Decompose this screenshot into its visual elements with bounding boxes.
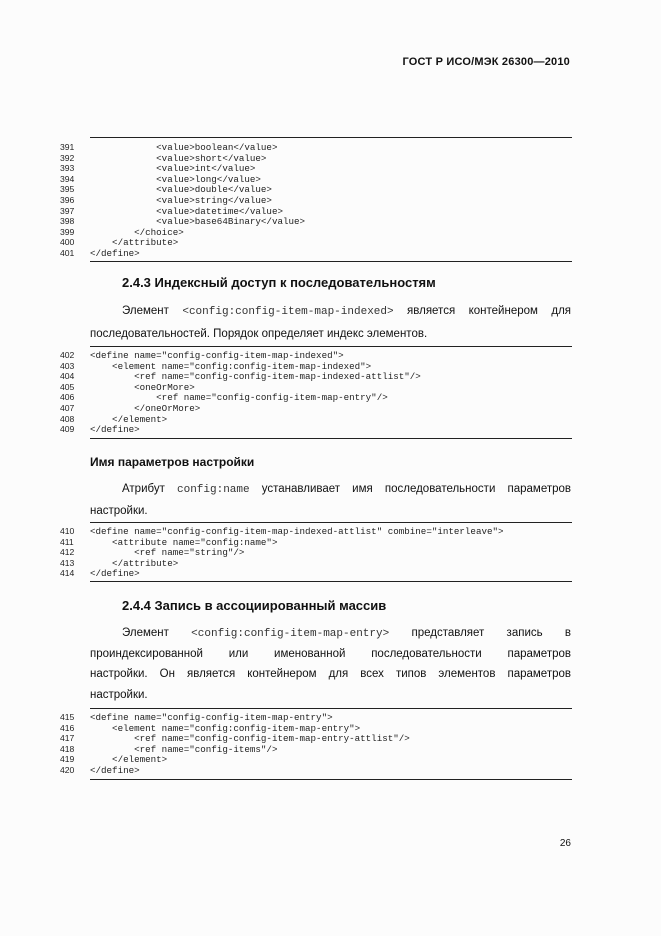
code-text: </oneOrMore> bbox=[90, 403, 201, 414]
code-block-bottom-rule bbox=[90, 438, 572, 439]
line-number: 417 bbox=[60, 733, 75, 744]
section-heading-2-4-3: 2.4.3 Индексный доступ к последовательностям bbox=[122, 275, 436, 290]
text-span: Атрибут bbox=[122, 483, 177, 495]
line-number: 397 bbox=[60, 205, 75, 216]
inline-code: <config:config-item-map-entry> bbox=[191, 628, 390, 640]
code-text: <ref name="config-items"/> bbox=[90, 743, 278, 755]
section-heading-2-4-4: 2.4.4 Запись в ассоциированный массив bbox=[122, 598, 387, 613]
line-number: 420 bbox=[60, 765, 75, 775]
code-text: </define> bbox=[90, 248, 140, 259]
code-text: <define name="config-config-item-map-indexed"> bbox=[90, 350, 344, 361]
code-text: <oneOrMore> bbox=[90, 381, 195, 393]
text-span: является контейнером для bbox=[393, 305, 572, 317]
line-number: 404 bbox=[60, 371, 75, 382]
line-number: 400 bbox=[60, 237, 75, 248]
line-number: 418 bbox=[60, 743, 75, 754]
code-block-top-rule bbox=[90, 708, 572, 709]
paragraph-line bbox=[90, 479, 571, 500]
paragraph-line: последовательностей. Порядок определяет индекс элементов. bbox=[90, 327, 428, 340]
code-block-map-entry bbox=[60, 708, 572, 780]
code-text: <ref name="string"/> bbox=[90, 547, 245, 559]
paragraph-2-4-3 bbox=[90, 301, 571, 344]
line-number: 392 bbox=[60, 152, 75, 163]
text-span: представляет запись в bbox=[389, 627, 571, 639]
line-number: 391 bbox=[60, 142, 75, 152]
page-number: 26 bbox=[559, 838, 571, 849]
code-text: </define> bbox=[90, 568, 140, 580]
line-number: 409 bbox=[60, 424, 75, 435]
paragraph-2-4-4 bbox=[90, 623, 571, 705]
code-block-attlist bbox=[60, 522, 572, 582]
code-text: <ref name="config-config-item-map-entry-attlist"/> bbox=[90, 733, 410, 745]
paragraph-line bbox=[90, 301, 571, 322]
code-text: <value>long</value> bbox=[90, 173, 261, 185]
line-number: 393 bbox=[60, 163, 75, 174]
code-block-values bbox=[60, 137, 572, 262]
text-span: устанавливает имя последовательности параметров bbox=[249, 483, 571, 495]
code-text: <ref name="config-config-item-map-indexed-attlist"/> bbox=[90, 371, 421, 383]
code-text: </element> bbox=[90, 754, 168, 766]
code-block-top-rule bbox=[90, 346, 572, 347]
line-number: 394 bbox=[60, 173, 75, 184]
line-number: 395 bbox=[60, 184, 75, 195]
code-text: <ref name="config-config-item-map-entry"/> bbox=[90, 392, 388, 404]
inline-code: <config:config-item-map-indexed> bbox=[182, 306, 394, 318]
code-text: </element> bbox=[90, 413, 168, 425]
code-text: <element name="config:config-item-map-entry"> bbox=[90, 722, 361, 734]
code-text: <define name="config-config-item-map-entry"> bbox=[90, 712, 333, 723]
code-block-bottom-rule bbox=[90, 581, 572, 582]
line-number: 396 bbox=[60, 195, 75, 205]
inline-code: config:name bbox=[177, 484, 250, 496]
line-number: 405 bbox=[60, 381, 75, 392]
line-number: 407 bbox=[60, 403, 75, 413]
paragraph-line: настройки. bbox=[90, 688, 148, 701]
paragraph-line: настройки. Он является контейнером для всех типов элементов параметров bbox=[90, 668, 571, 680]
code-text: <value>short</value> bbox=[90, 152, 267, 164]
code-block-top-rule bbox=[90, 137, 572, 138]
paragraph-line: настройки. bbox=[90, 504, 148, 517]
line-number: 413 bbox=[60, 557, 75, 568]
code-text: <attribute name="config:name"> bbox=[90, 536, 278, 548]
code-text: <value>int</value> bbox=[90, 163, 256, 175]
line-number: 401 bbox=[60, 248, 75, 258]
line-number: 398 bbox=[60, 216, 75, 227]
line-number: 403 bbox=[60, 360, 75, 371]
paragraph-line bbox=[90, 623, 571, 644]
code-block-map-indexed bbox=[60, 346, 572, 439]
line-number: 416 bbox=[60, 722, 75, 733]
line-number: 414 bbox=[60, 568, 75, 579]
code-block-bottom-rule bbox=[90, 779, 572, 780]
line-number: 402 bbox=[60, 350, 75, 360]
line-number: 410 bbox=[60, 526, 75, 536]
line-number: 411 bbox=[60, 536, 74, 547]
code-text: <element name="config:config-item-map-indexed"> bbox=[90, 360, 372, 372]
code-text: <value>base64Binary</value> bbox=[90, 216, 306, 228]
line-number: 399 bbox=[60, 226, 75, 237]
paragraph-name-attribute bbox=[90, 479, 571, 521]
code-text: </choice> bbox=[90, 226, 184, 238]
code-text: <value>boolean</value> bbox=[90, 142, 278, 153]
code-text: <value>string</value> bbox=[90, 195, 272, 206]
text-span: Элемент bbox=[122, 627, 192, 639]
code-text: <value>datetime</value> bbox=[90, 205, 283, 217]
code-block-top-rule bbox=[90, 522, 572, 523]
line-number: 419 bbox=[60, 754, 75, 765]
code-text: </attribute> bbox=[90, 237, 179, 249]
line-number: 406 bbox=[60, 392, 75, 403]
code-text: <value>double</value> bbox=[90, 184, 272, 196]
subsection-heading-name: Имя параметров настройки bbox=[90, 455, 255, 469]
text-span: Элемент bbox=[122, 305, 183, 317]
code-block-bottom-rule bbox=[90, 261, 572, 262]
code-text: </define> bbox=[90, 765, 140, 776]
code-text: </define> bbox=[90, 424, 140, 436]
document-header: ГОСТ Р ИСО/МЭК 26300—2010 bbox=[402, 56, 570, 68]
line-number: 415 bbox=[60, 712, 75, 722]
line-number: 412 bbox=[60, 547, 75, 558]
line-number: 408 bbox=[60, 413, 75, 424]
code-text: </attribute> bbox=[90, 557, 179, 569]
code-text: <define name="config-config-item-map-indexed-attlist" combine="interleave"> bbox=[90, 526, 504, 537]
paragraph-line: проиндексированной или именованной последовательности параметров bbox=[90, 647, 571, 660]
